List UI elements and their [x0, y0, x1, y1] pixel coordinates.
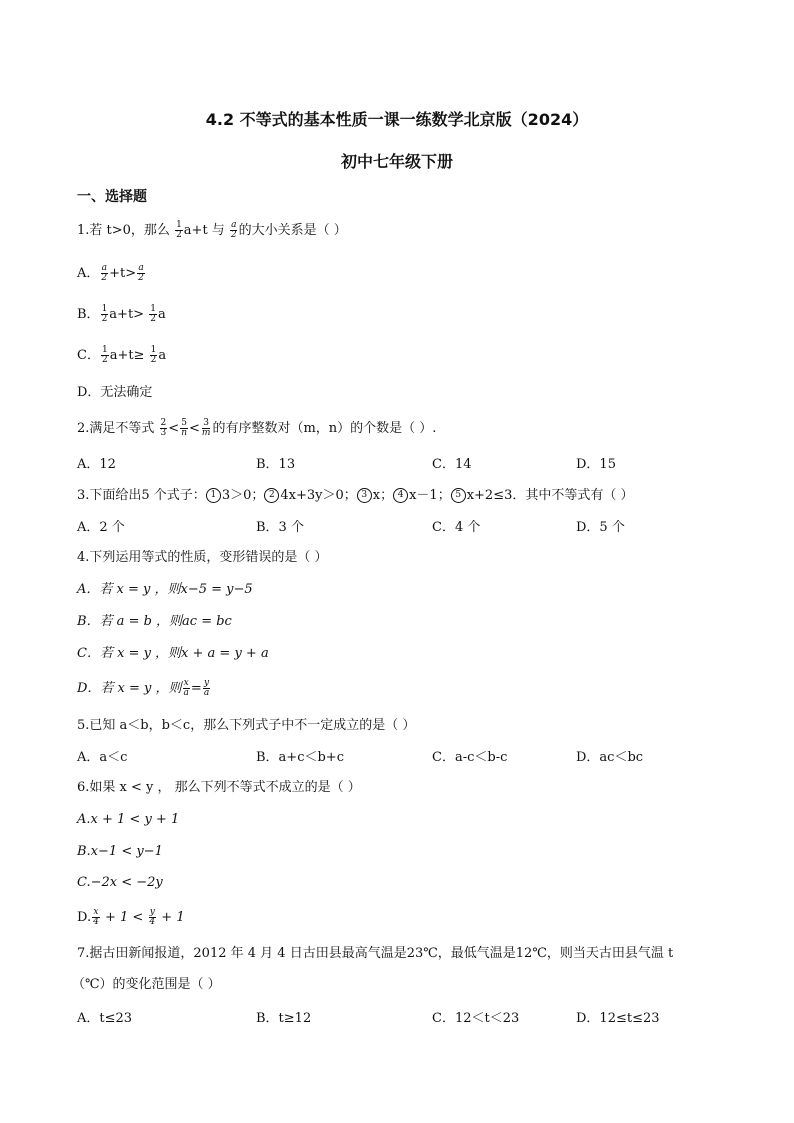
question-3-option-d: D．5 个 — [576, 520, 625, 535]
question-4-option-a: A．若 x = y ，则x−5 = y−5 — [77, 582, 253, 597]
document-subtitle: 初中七年级下册 — [340, 152, 453, 171]
circled-number-4: 4 — [393, 488, 408, 503]
question-7-stem-line-2: （℃）的变化范围是（ ） — [72, 977, 221, 992]
circled-number-1: 1 — [206, 488, 221, 503]
question-7-stem-line-1: 7.据古田新闻报道，2012 年 4 月 4 日古田县最高气温是23℃，最低气温是12℃，则当天古田县气温 t — [77, 946, 674, 961]
question-7-option-d: D．12≤t≤23 — [576, 1011, 660, 1026]
question-2-option-c: C．14 — [432, 457, 472, 472]
question-6-option-c: C.−2x < −2y — [77, 875, 163, 890]
question-1-stem: 1.若 t>0，那么 $\frac{1}{2}$ a+t 与 $\frac{a}{2}$ 的大小关系是（ ） — [77, 220, 347, 240]
question-6-option-b: B.x−1 < y−1 — [77, 844, 163, 859]
question-3-option-c: C．4 个 — [432, 520, 481, 535]
question-5-option-d: D．ac＜bc — [576, 750, 644, 765]
question-4-option-b: B．若 a = b ，则ac = bc — [77, 614, 232, 629]
question-4-stem: 4.下列运用等式的性质，变形错误的是（ ） — [77, 550, 328, 565]
question-1-option-d: D．无法确定 — [77, 385, 153, 400]
question-7-option-c: C．12＜t＜23 — [432, 1011, 520, 1026]
question-2-option-b: B．13 — [256, 457, 296, 472]
question-1-option-b: B． $\frac{1}{2}$ a+t> $\frac{1}{2}$ a — [77, 304, 166, 324]
question-5-option-c: C．a-c＜b-c — [432, 750, 508, 765]
circled-number-3: 3 — [357, 488, 372, 503]
document-title: 4.2 不等式的基本性质一课一练数学北京版（2024） — [205, 110, 589, 129]
question-3-stem: 3.下面给出5 个式子： 1 3＞0； 2 4x+3y＞0； 3 x； 4 x－1； 5 x+2≤3．其中不等式有（ ） — [77, 488, 634, 503]
question-2-stem: 2.满足不等式 $\frac{2}{3}$ < $\frac{5}{n}$ < $\frac{3}{m}$ 的有序整数对（m，n）的个数是（ ）. — [77, 418, 437, 438]
question-6-stem: 6.如果 x < y ， 那么下列不等式不成立的是（ ） — [77, 780, 361, 795]
question-4-option-c: C．若 x = y ，则x + a = y + a — [77, 646, 269, 661]
circled-number-5: 5 — [451, 488, 466, 503]
question-7-option-b: B．t≥12 — [256, 1011, 312, 1026]
circled-number-2: 2 — [264, 488, 279, 503]
question-4-option-d: D．若 x = y ，则 $\frac{x}{a}$ = $\frac{y}{a}$ — [77, 678, 210, 698]
question-1-option-c: C． $\frac{1}{2}$ a+t≥ $\frac{1}{2}$ a — [77, 345, 167, 365]
question-1-option-a: A． $\frac{a}{2}$ +t> $\frac{a}{2}$ — [77, 263, 144, 283]
question-3-option-a: A．2 个 — [77, 520, 125, 535]
question-6-option-d: D. $\frac{x}{4}$ + 1 < $\frac{y}{4}$ + 1 — [77, 907, 185, 927]
question-2-option-d: D．15 — [576, 457, 616, 472]
question-5-option-b: B．a+c＜b+c — [256, 750, 344, 765]
question-5-option-a: A．a＜c — [77, 750, 128, 765]
question-7-option-a: A．t≤23 — [77, 1011, 133, 1026]
question-2-option-a: A．12 — [77, 457, 116, 472]
question-3-option-b: B．3 个 — [256, 520, 304, 535]
question-5-stem: 5.已知 a＜b，b＜c，那么下列式子中不一定成立的是（ ） — [77, 718, 416, 733]
section-heading: 一、选择题 — [77, 189, 147, 205]
question-6-option-a: A.x + 1 < y + 1 — [77, 812, 180, 827]
